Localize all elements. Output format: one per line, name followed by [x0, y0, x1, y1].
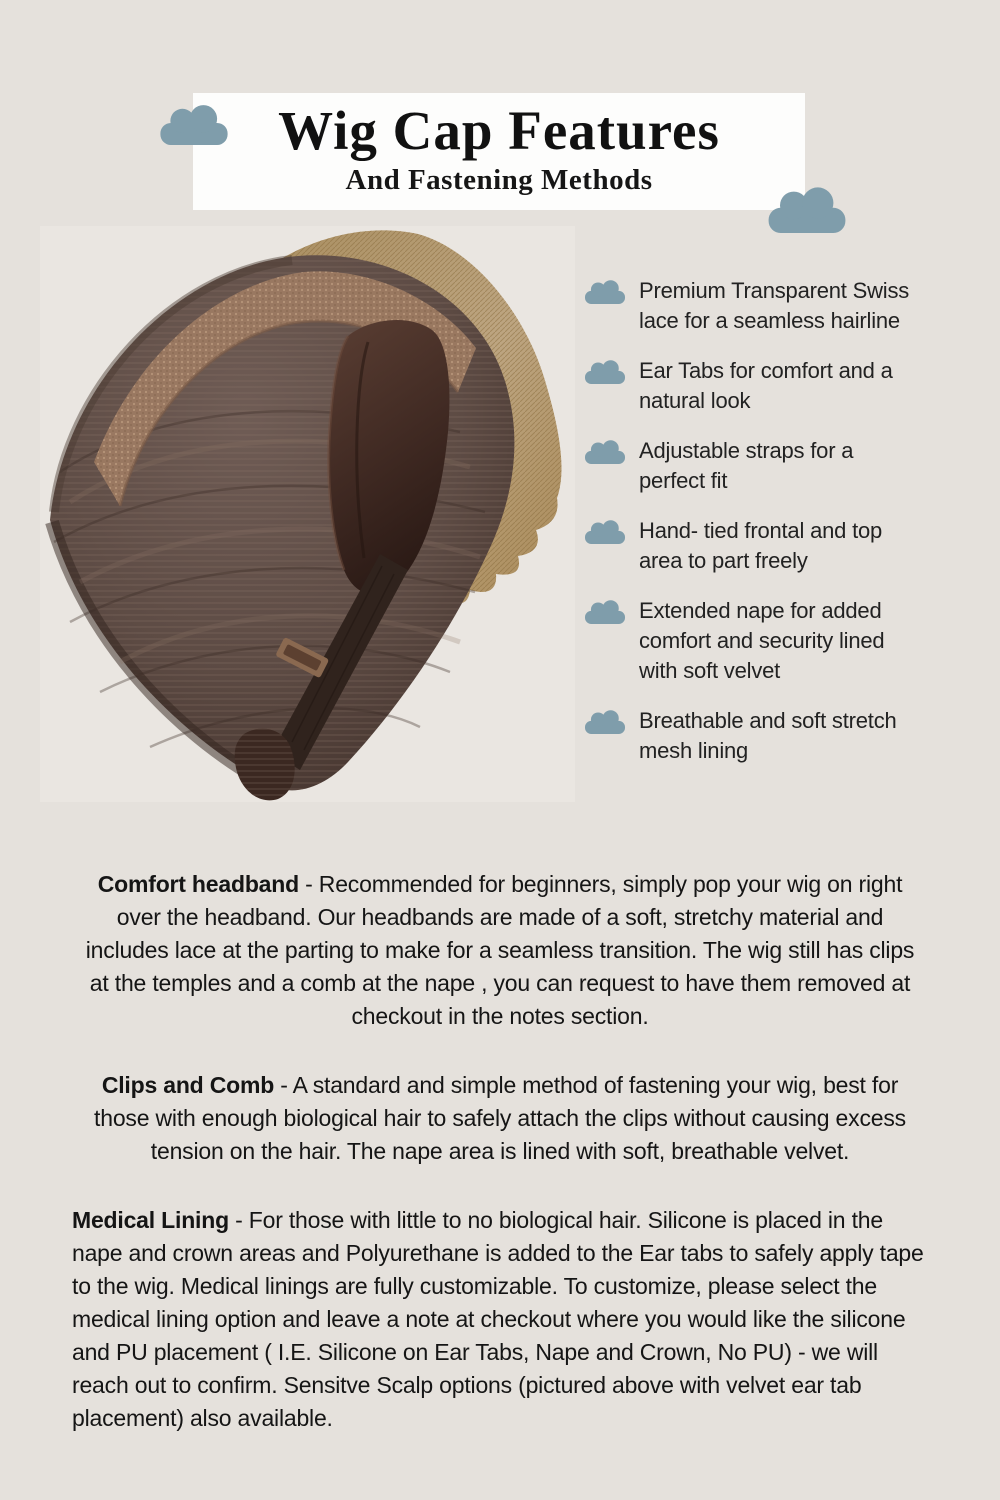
feature-text: Ear Tabs for comfort and a natural look — [639, 358, 893, 413]
title-panel — [193, 93, 805, 210]
cloud-icon — [160, 103, 228, 145]
paragraph-body: - A standard and simple method of fastening your wig, best for those with enough biological hair to safely attach the clips without causing excess tension on the hair. The nape area is lined with soft, breathable velvet. — [94, 1072, 906, 1164]
page-title: Wig Cap Features — [278, 100, 720, 161]
cloud-icon — [765, 185, 849, 233]
paragraph-heading: Comfort headband — [97, 871, 299, 897]
feature-item — [583, 596, 983, 686]
cloud-icon — [583, 709, 627, 734]
feature-item — [583, 276, 983, 336]
paragraph-heading: Clips and Comb — [101, 1072, 275, 1098]
feature-item — [583, 436, 983, 496]
feature-item — [583, 356, 983, 416]
cloud-icon — [583, 519, 627, 544]
feature-text: Extended nape for added comfort and security lined with soft velvet — [639, 598, 885, 683]
cloud-icon — [583, 359, 627, 384]
features-list — [583, 276, 983, 786]
paragraph-body: - Recommended for beginners, simply pop your wig on right over the headband. Our headbands are made of a soft, stretchy material and includes lace at the parting to make for a seamless transition. The wig still has clips at the temples and a comb at the nape , you can request to have them removed at checkout in the notes section. — [85, 871, 915, 1029]
fastening-methods-section — [0, 868, 1000, 1435]
feature-text: Adjustable straps for a perfect fit — [639, 438, 854, 493]
paragraph-medical-lining — [72, 1204, 928, 1435]
feature-text: Premium Transparent Swiss lace for a seamless hairline — [639, 278, 910, 333]
feature-item — [583, 516, 983, 576]
feature-item — [583, 706, 983, 766]
wig-cap-photo — [30, 222, 570, 802]
feature-text: Breathable and soft stretch mesh lining — [639, 708, 897, 763]
paragraph-clips-and-comb — [85, 1069, 915, 1168]
feature-text: Hand- tied frontal and top area to part freely — [639, 518, 883, 573]
cloud-icon — [583, 439, 627, 464]
page-subtitle: And Fastening Methods — [345, 164, 653, 196]
paragraph-comfort-headband — [85, 868, 915, 1033]
cloud-icon — [583, 599, 627, 624]
paragraph-body: - For those with little to no biological hair. Silicone is placed in the nape and crown areas and Polyurethane is added to the Ear tabs to safely apply tape to the wig. Medical linings are fully customizable. To customize, please select the medical lining option and leave a note at checkout where you would like the silicone and PU placement ( I.E. Silicone on Ear Tabs, Nape and Crown, No PU) - we will reach out to confirm. Sensitve Scalp options (pictured above with velvet ear tab placement) also available. — [72, 1207, 924, 1431]
cloud-icon — [583, 279, 627, 304]
paragraph-heading: Medical Lining — [72, 1207, 229, 1233]
